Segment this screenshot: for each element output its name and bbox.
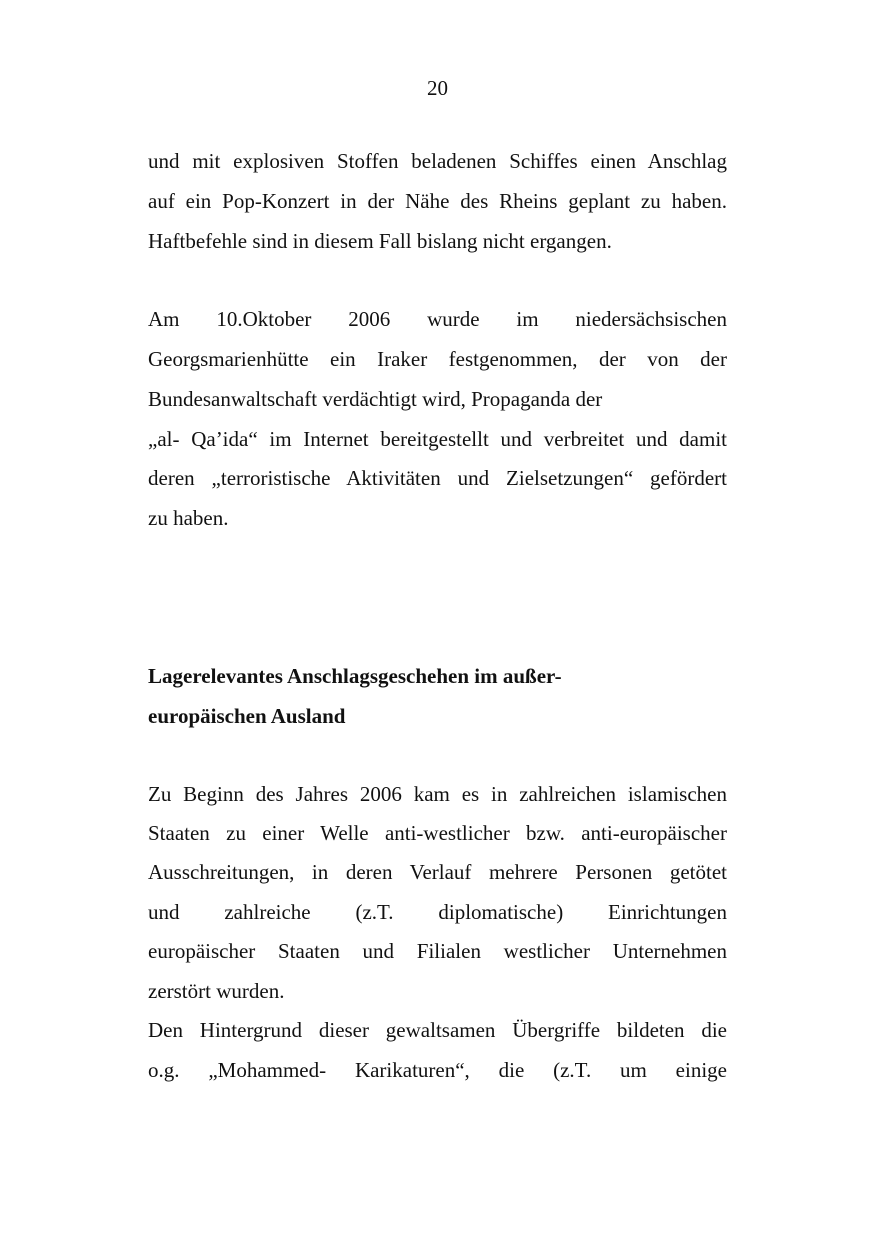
page-number: 20 — [427, 76, 448, 100]
text-line: Bundesanwaltschaft verdächtigt wird, Propaganda der — [148, 387, 603, 411]
text-line: europäischer Staaten und Filialen westlicher Unternehmen — [148, 939, 727, 963]
text-line: zu haben. — [148, 506, 229, 530]
text-line: und mit explosiven Stoffen beladenen Schiffes einen Anschlag — [148, 149, 727, 173]
text-line: Haftbefehle sind in diesem Fall bislang nicht ergangen. — [148, 229, 612, 253]
text-line: Ausschreitungen, in deren Verlauf mehrere Personen getötet — [148, 860, 727, 884]
text-line: „al- Qa’ida“ im Internet bereitgestellt und verbreitet und damit — [148, 427, 727, 451]
text-line: Zu Beginn des Jahres 2006 kam es in zahlreichen islamischen — [148, 782, 727, 806]
text-line: deren „terroristische Aktivitäten und Zielsetzungen“ gefördert — [148, 466, 727, 490]
text-line: auf ein Pop-Konzert in der Nähe des Rheins geplant zu haben. — [148, 189, 727, 213]
text-line: Staaten zu einer Welle anti-westlicher bzw. anti-europäischer — [148, 821, 727, 845]
text-line: Den Hintergrund dieser gewaltsamen Übergriffe bildeten die — [148, 1018, 727, 1042]
text-line: und zahlreiche (z.T. diplomatische) Einrichtungen — [148, 900, 727, 924]
text-line: zerstört wurden. — [148, 979, 285, 1003]
text-line: Am 10.Oktober 2006 wurde im niedersächsischen — [148, 307, 727, 331]
heading-line: europäischen Ausland — [148, 704, 346, 728]
text-line: Georgsmarienhütte ein Iraker festgenommen, der von der — [148, 347, 727, 371]
text-line: o.g. „Mohammed- Karikaturen“, die (z.T. um einige — [148, 1058, 727, 1082]
heading-line: Lagerelevantes Anschlagsgeschehen im außer- — [148, 664, 562, 688]
